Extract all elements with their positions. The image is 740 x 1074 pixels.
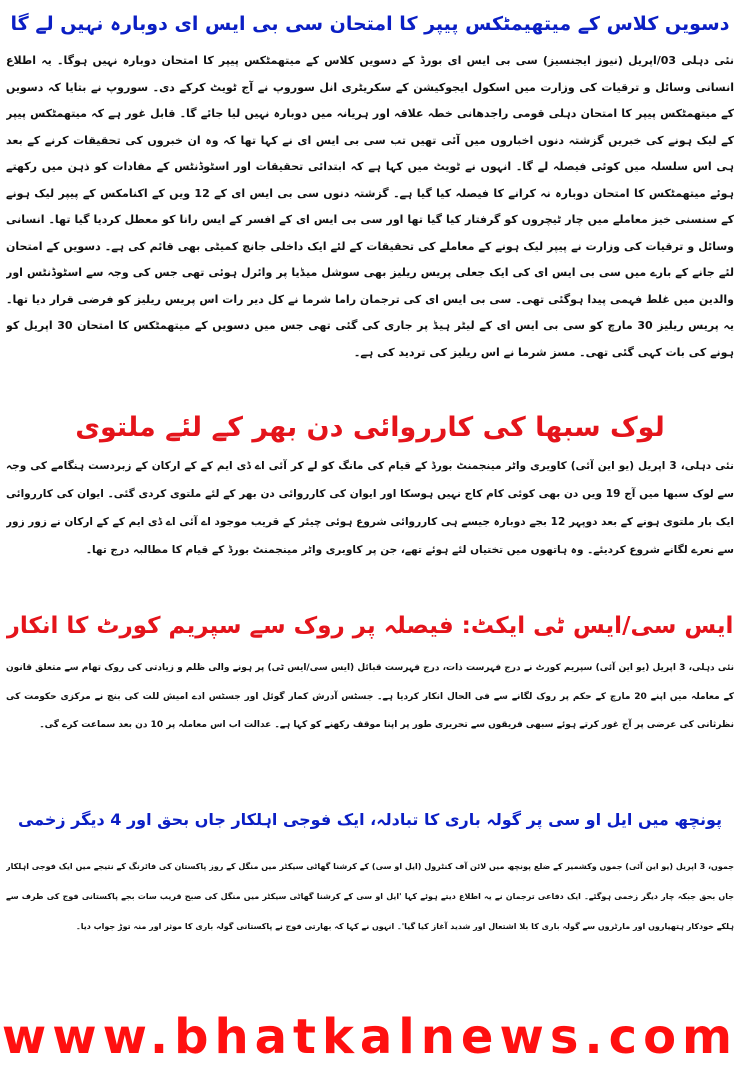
story-2-headline: لوک سبھا کی کارروائی دن بھر کے لئے ملتوی	[75, 412, 665, 443]
site-url-banner: www.bhatkalnews.com	[1, 1009, 739, 1065]
story-3-paragraph: نئی دہلی، 3 اپریل (یو این آئی) سپریم کورٹ نے درج فہرست ذات، درج فہرست قبائل (ایس سی/ایس ٹی) پر ہونے والی ظلم و زیادتی کی روک تھام سے متعلق قانون کے معاملہ میں اپنے 20 مارچ کے حکم پر روک لگانے سے فی الحال انکار کردیا ہے۔ جسٹس آدرش کمار گوئل اور جسٹس ادے امیش للت کی بنچ نے مرکزی حکومت کی نظرثانی کی عرضی پر آج غور کرتے ہوئے سبھی فریقوں سے تحریری طور پر اپنا موقف رکھنے کو کہا ہے۔ عدالت اب اس معاملہ پر 10 دن بعد سماعت کرے گی۔	[6, 663, 734, 730]
story-2-body	[6, 452, 734, 570]
story-1-headline: دسویں کلاس کے میتھیمٹکس پیپر کا امتحان سی بی ایس ای دوبارہ نہیں لے گا	[10, 13, 730, 35]
story-1-body	[6, 48, 734, 370]
story-1-paragraph: نئی دہلی 03/اپریل (نیوز ایجنسیز) سی بی ایس ای بورڈ کے دسویں کلاس کے میتھمٹکس پیپر کا امتحان دوبارہ نہیں ہوگا۔ یہ اطلاع انسانی وسائل و ترقیات کی وزارت میں اسکول ایجوکیشن کے سکریٹری انل سوروپ نے آج ٹویٹ کرکے دی۔ سوروپ نے بتایا کہ دسویں کے میتھمٹکس پیپر کا امتحان دہلی قومی راجدھانی خطہ علاقہ اور ہریانہ میں دوبارہ نہیں لیا جائے گا۔ قابل غور ہے کہ میتھمٹکس پیپر کے لیک ہونے کی خبریں گزشتہ دنوں اخباروں میں آئی تھیں تب سی بی ایس ای نے کہا تھا کہ وہ ان خبروں کی تحقیقات کرنے کے بعد ہی اس سلسلہ میں کوئی فیصلہ لے گا۔ انہوں نے ٹویٹ میں کہا ہے کہ ابتدائی تحقیقات اور اسٹوڈنٹس کے مفادات کو ذہن میں رکھتے ہوئے میتھمٹکس کا امتحان دوبارہ نہ کرانے کا فیصلہ کیا گیا ہے۔ گزشتہ دنوں سی بی ایس ای کے 12 ویں کے اکنامکس کے پیپر لیک ہونے کے سنسنی خیز معاملے میں چار ٹیچروں کو گرفتار کیا گیا تھا اور سی بی ایس ای کے افسر کے ایس رانا کو معطل کردیا گیا تھا۔ انسانی وسائل و ترقیات کی وزارت نے پیپر لیک ہونے کے معاملے کی تحقیقات کے لئے ایک داخلی جانچ کمیٹی بھی قائم کی ہے۔ دسویں کے امتحان لئے جانے کے بارے میں سی بی ایس ای کی ایک جعلی پریس ریلیز بھی سوشل میڈیا پر وائرل ہوئی تھی جس کی وجہ سے اسٹوڈنٹس اور والدین میں غلط فہمی پیدا ہوگئی تھی۔ سی بی ایس ای کی ترجمان راما شرما نے کل دیر رات اس پریس ریلیز کو فرضی قرار دیا تھا۔ یہ پریس ریلیز 30 مارچ کو سی بی ایس ای کے لیٹر ہیڈ پر جاری کی گئی تھی جس میں دسویں کے میتھمٹکس کا امتحان 30 اپریل کو ہونے کی بات کہی گئی تھی۔ مسز شرما نے اس ریلیز کی تردید کی ہے۔	[6, 54, 734, 359]
story-3-headline: ایس سی/ایس ٹی ایکٹ: فیصلہ پر روک سے سپریم کورٹ کا انکار	[6, 613, 734, 639]
story-3-body	[6, 654, 734, 766]
story-4-body	[6, 852, 734, 960]
story-4-headline: پونچھ میں ایل او سی پر گولہ باری کا تبادلہ، ایک فوجی اہلکار جاں بحق اور 4 دیگر زخمی	[17, 810, 723, 829]
story-2-paragraph: نئی دہلی، 3 اپریل (یو این آئی) کاویری واٹر مینجمنٹ بورڈ کے قیام کی مانگ کو لے کر آئی اے ڈی ایم کے کے ارکان کے زبردست ہنگامے کی وجہ سے لوک سبھا میں آج 19 ویں دن بھی کوئی کام کاج نہیں ہوسکا اور ایوان کی کارروائی دن بھر کے لئے ملتوی کردی گئی۔ ایوان کی کارروائی ایک بار ملتوی ہونے کے بعد دوپہر 12 بجے دوبارہ جیسے ہی کارروائی شروع ہوئی چیئر کے قریب موجود اے آئی اے ڈی ایم کے کے ارکان نے زور زور سے نعرے لگانے شروع کردیئے۔ وہ ہاتھوں میں تختیاں لئے ہوئے تھے، جن پر کاویری واٹر مینجمنٹ بورڈ کے قیام کا مطالبہ درج تھا۔	[6, 460, 734, 556]
story-4-paragraph: جموں، 3 اپریل (یو این آئی) جموں وکشمیر کے ضلع پونچھ میں لائن آف کنٹرول (ایل او سی) کے کرشنا گھاٹی سیکٹر میں منگل کے روز پاکستان کی فائرنگ کے نتیجے میں ایک فوجی اہلکار جاں بحق جبکہ چار دیگر زخمی ہوگئے۔ ایک دفاعی ترجمان نے یہ اطلاع دیتے ہوئے کہا 'ایل او سی کے کرشنا گھاٹی سیکٹر میں منگل کی صبح قریب سات بجے پاکستانی فوج کی طرف سے ہلکے خودکار ہتھیاروں اور مارٹروں سے گولہ باری کا بلا اشتعال اور شدید آغاز کیا گیا'۔ انہوں نے کہا کہ بھارتی فوج نے پاکستانی گولہ باری کا موثر اور منہ توڑ جواب دیا۔	[6, 862, 734, 931]
